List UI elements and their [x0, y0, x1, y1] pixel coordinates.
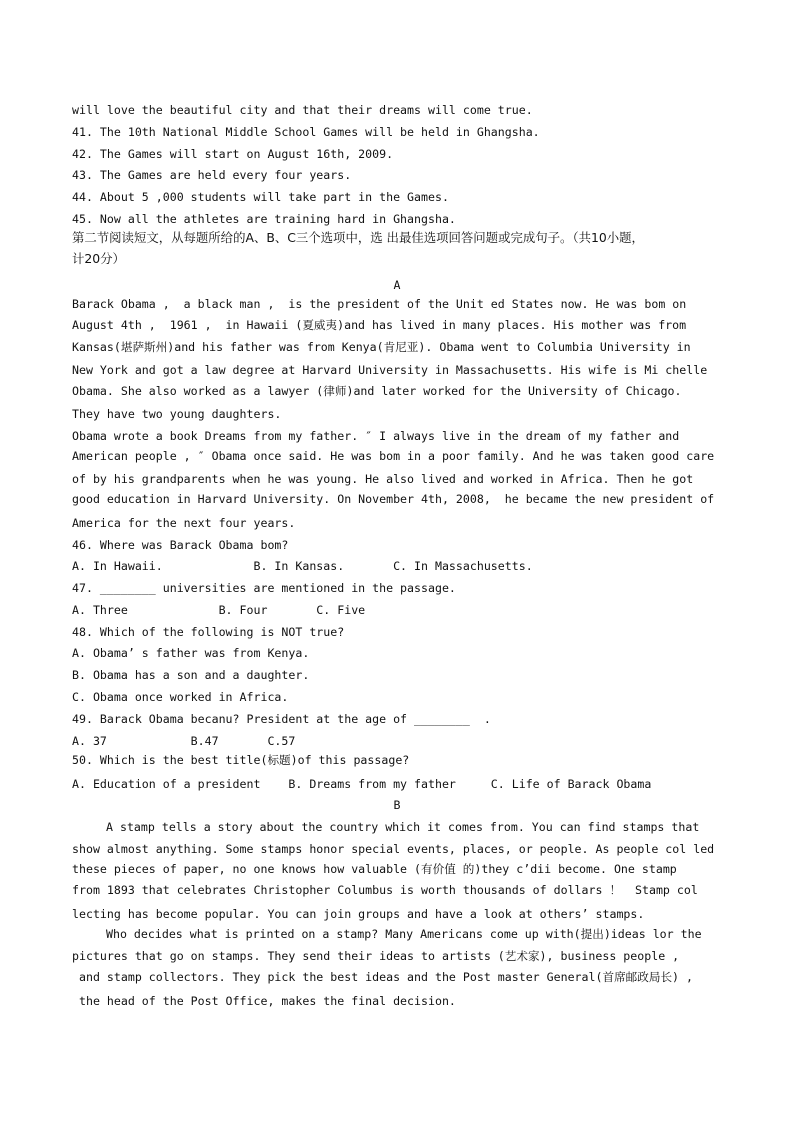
question-46: 46. Where was Barack Obama bom?: [72, 538, 289, 552]
passage-line: American people , ″ Obama once said. He was bom in a poor family. And he was taken good care: [72, 449, 715, 463]
passage-line: They have two young daughters.: [72, 407, 282, 421]
section-instructions-cont: 计20分）: [72, 251, 125, 266]
passage-line: New York and got a law degree at Harvard University in Massachusetts. His wife is Mi chelle: [72, 363, 708, 377]
passage-line: August 4th , 1961 , in Hawaii (夏威夷)and has lived in many places. His mother was from: [72, 318, 687, 332]
passage-line: A stamp tells a story about the country which it comes from. You can find stamps that: [106, 820, 700, 834]
passage-line: America for the next four years.: [72, 516, 296, 530]
passage-line: and stamp collectors. They pick the best ideas and the Post master General(首席邮政局长) ,: [72, 970, 693, 984]
statement-41: 41. The 10th National Middle School Games will be held in Ghangsha.: [72, 125, 540, 139]
option-48c: C. Obama once worked in Africa.: [72, 690, 289, 704]
passage-line: pictures that go on stamps. They send their ideas to artists (艺术家), business people ,: [72, 949, 680, 963]
statement-43: 43. The Games are held every four years.: [72, 168, 352, 182]
passage-line: lecting has become popular. You can join groups and have a look at others’ stamps.: [72, 907, 645, 921]
option-48a: A. Obama’ s father was from Kenya.: [72, 646, 310, 660]
passage-line: from 1893 that celebrates Christopher Columbus is worth thousands of dollars ！ Stamp col: [72, 883, 698, 897]
question-49: 49. Barack Obama becanu? President at the age of ________ .: [72, 712, 491, 726]
passage-a-heading: A: [393, 278, 401, 292]
passage-b-heading: B: [393, 798, 401, 812]
options-50: A. Education of a president B. Dreams from my father C. Life of Barack Obama: [72, 777, 652, 791]
options-49: A. 37 B.47 C.57: [72, 734, 296, 748]
options-46: A. In Hawaii. B. In Kansas. C. In Massachusetts.: [72, 559, 533, 573]
options-47: A. Three B. Four C. Five: [72, 603, 366, 617]
section-instructions: 第二节阅读短文，从每题所给的A、B、C三个选项中，选 出最佳选项回答问题或完成句子。（共10小题，: [72, 230, 644, 245]
statement-45: 45. Now all the athletes are training hard in Ghangsha.: [72, 212, 456, 226]
question-48: 48. Which of the following is NOT true?: [72, 625, 345, 639]
passage-line: good education in Harvard University. On November 4th, 2008, he became the new president of: [72, 492, 715, 506]
passage-line: Kansas(堪萨斯州)and his father was from Kenya(肯尼亚). Obama went to Columbia University in: [72, 340, 691, 354]
option-48b: B. Obama has a son and a daughter.: [72, 668, 310, 682]
passage-line: Barack Obama , a black man , is the president of the Unit ed States now. He was bom on: [72, 297, 687, 311]
passage-line: Obama wrote a book Dreams from my father. ″ I always live in the dream of my father and: [72, 429, 680, 443]
passage-line: show almost anything. Some stamps honor special events, places, or people. As people col led: [72, 842, 715, 856]
text-line: will love the beautiful city and that their dreams will come true.: [72, 103, 533, 117]
passage-line: Who decides what is printed on a stamp? Many Americans come up with(提出)ideas lor the: [106, 927, 702, 941]
statement-42: 42. The Games will start on August 16th, 2009.: [72, 147, 394, 161]
passage-line: of by his grandparents when he was young. He also lived and worked in Africa. Then he got: [72, 472, 694, 486]
question-50: 50. Which is the best title(标题)of this passage?: [72, 753, 410, 767]
statement-44: 44. About 5 ,000 students will take part in the Games.: [72, 190, 449, 204]
passage-line: these pieces of paper, no one knows how valuable (有价值 的)they c’dii become. One stamp: [72, 862, 677, 876]
passage-line: the head of the Post Office, makes the final decision.: [72, 994, 456, 1008]
question-47: 47. ________ universities are mentioned in the passage.: [72, 581, 456, 595]
passage-line: Obama. She also worked as a lawyer (律师)and later worked for the University of Chicago.: [72, 384, 682, 398]
